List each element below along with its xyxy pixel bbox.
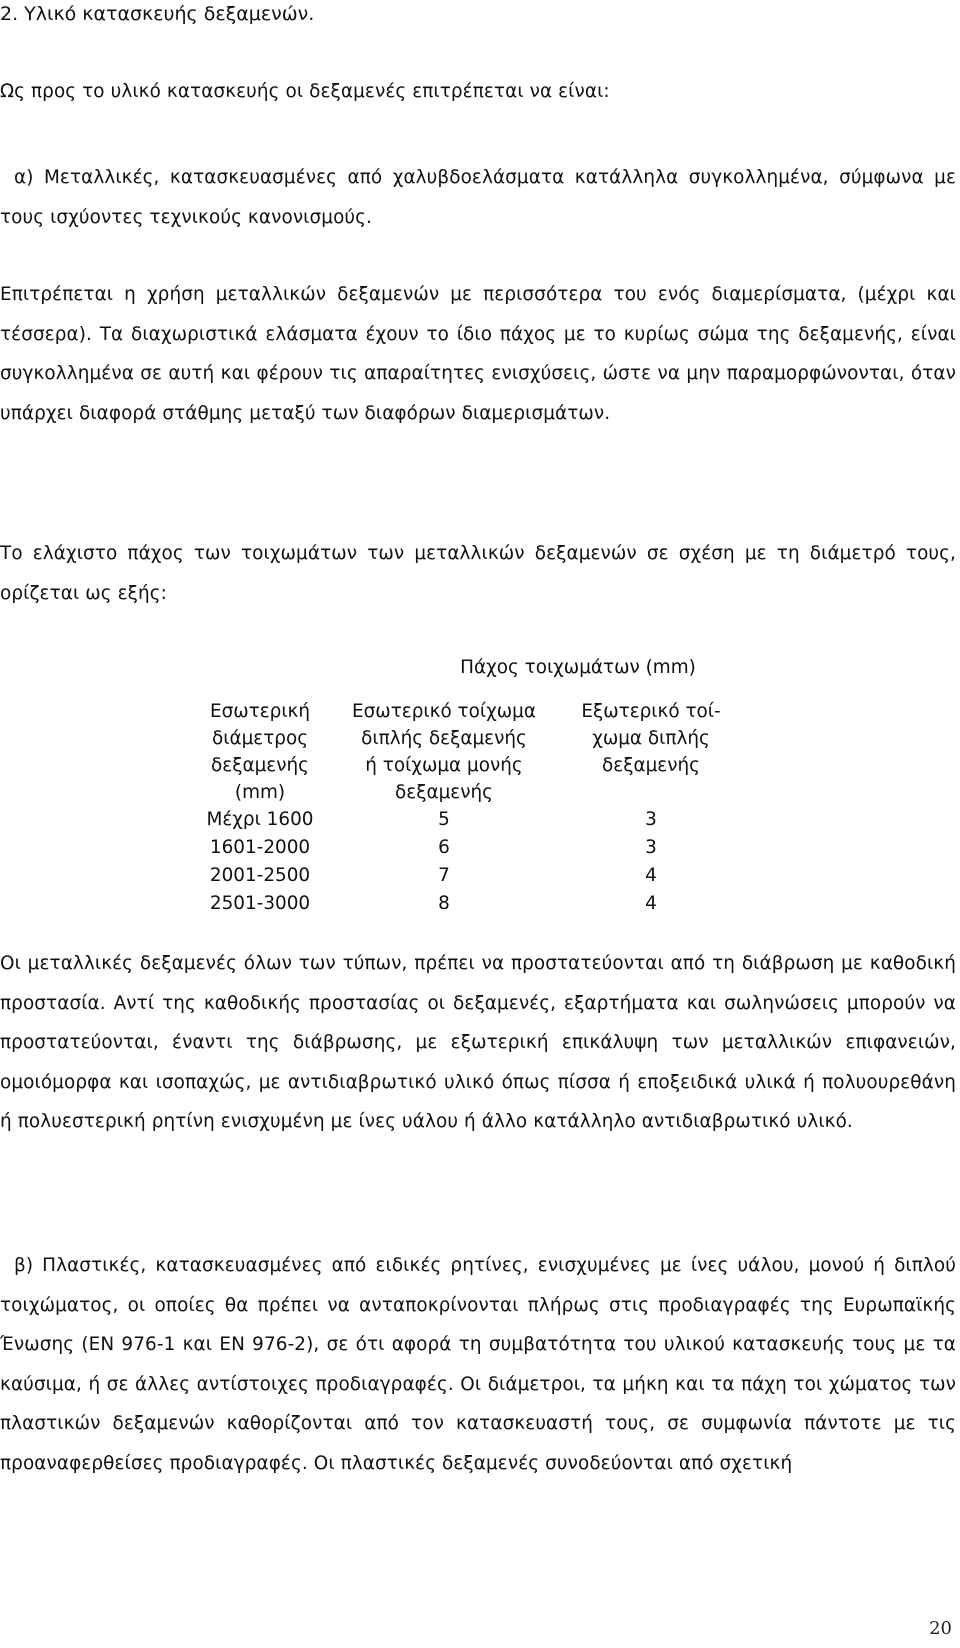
header-line: διπλής δεξαμενής — [361, 728, 527, 749]
cell-outer-thickness: 3 — [645, 809, 657, 830]
header-line: ή τοίχωμα μονής — [365, 755, 523, 776]
paragraph-compartments: Επιτρέπεται η χρήση μεταλλικών δεξαμενών με περισσότερα του ενός διαμερίσματα, (μέχρι και τέσσερα). Τα διαχωριστικά ελάσματα έχουν το ίδιο πάχος με το κυρίως σώμα της δεξαμενής, είναι συγκολλημένα σε αυτή και φέρουν τις απαραίτητες ενισχύσεις, ώστε να μην παραμορφώνονται, όταν υπάρχει διαφορά στάθμης μεταξύ των διαφόρων διαμερισμάτων. — [0, 284, 956, 424]
header-line: δεξαμενής — [602, 755, 700, 776]
header-line: (mm) — [234, 782, 286, 803]
header-line: χωμα διπλής — [592, 728, 710, 749]
paragraph-metal-tanks: α) Μεταλλικές, κατασκευασμένες από χαλυβδοελάσματα κατάλληλα συγκολλημένα, σύμφωνα με τους ισχύοντες τεχνικούς κανονισμούς. — [0, 167, 956, 228]
cell-diameter: Μέχρι 1600 — [206, 809, 314, 830]
paragraph-intro: Ως προς το υλικό κατασκευής οι δεξαμενές επιτρέπεται να είναι: — [0, 81, 610, 102]
header-line: Εσωτερική — [209, 701, 311, 722]
table-caption: Πάχος τοιχωμάτων (mm) — [460, 657, 696, 678]
paragraph-plastic-tanks: β) Πλαστικές, κατασκευασμένες από ειδικές ρητίνες, ενισχυμένες με ίνες υάλου, μονού ή διπλού τοιχώματος, οι οποίες θα πρέπει να ανταποκρίνονται πλήρως στις προδιαγραφές της Ευρωπαϊκής Ένωσης (ΕΝ 976-1 και ΕΝ 976-2), σε ότι αφορά τη συμβατότητα του υλικού κατασκευής τους με τα καύσιμα, ή σε άλλες αντίστοιχες προδιαγραφές. Οι διάμετροι, τα μήκη και τα πάχη τοι χώματος των πλαστικών δεξαμενών καθορίζονται από τον κατασκευαστή τους, σε συμφωνία πάντοτε με τις προαναφερθείσες προδιαγραφές. Οι πλαστικές δεξαμενές συνοδεύονται από σχετική — [0, 1255, 956, 1474]
header-line: Εσωτερικό τοίχωμα — [352, 701, 536, 722]
paragraph-thickness-intro: Το ελάχιστο πάχος των τοιχωμάτων των μεταλλικών δεξαμενών σε σχέση με τη διάμετρό τους, ορίζεται ως εξής: — [0, 543, 956, 604]
column-header-outer-wall — [576, 698, 726, 779]
cell-diameter: 1601-2000 — [209, 837, 311, 858]
cell-outer-thickness: 4 — [645, 865, 657, 886]
cell-inner-thickness: 7 — [438, 865, 450, 886]
table-row — [196, 806, 756, 834]
header-line: δεξαμενής — [395, 782, 493, 803]
cell-inner-thickness: 8 — [438, 893, 450, 914]
cell-inner-thickness: 5 — [438, 809, 450, 830]
cell-outer-thickness: 4 — [645, 893, 657, 914]
cell-outer-thickness: 3 — [645, 837, 657, 858]
paragraph-corrosion-protection: Οι μεταλλικές δεξαμενές όλων των τύπων, πρέπει να προστατεύονται από τη διάβρωση με καθοδική προστασία. Αντί της καθοδικής προστασίας οι δεξαμενές, εξαρτήματα και σωληνώσεις μπορούν να προστατεύονται, έναντι της διάβρωσης, με εξωτερική επικάλυψη των μεταλλικών επιφανειών, ομοιόμορφα και ισοπαχώς, με αντιδιαβρωτικό υλικό όπως πίσσα ή εποξειδικά υλικά ή πολυουρεθάνη ή πολυεστερική ρητίνη ενισχυμένη με ίνες υάλου ή άλλο κατάλληλο αντιδιαβρωτικό υλικό. — [0, 953, 956, 1132]
cell-diameter: 2501-3000 — [209, 893, 311, 914]
header-line: δεξαμενής — [211, 755, 309, 776]
column-header-diameter — [196, 698, 324, 806]
cell-diameter: 2001-2500 — [209, 865, 311, 886]
cell-inner-thickness: 6 — [438, 837, 450, 858]
header-line: διάμετρος — [211, 728, 309, 749]
column-header-inner-wall — [346, 698, 542, 806]
section-heading: 2. Υλικό κατασκευής δεξαμενών. — [0, 3, 315, 25]
table-row — [196, 834, 756, 862]
header-line: Εξωτερικό τοί- — [581, 701, 721, 722]
page-number: 20 — [929, 1618, 952, 1639]
table-row — [196, 862, 756, 890]
table-row — [196, 890, 756, 918]
